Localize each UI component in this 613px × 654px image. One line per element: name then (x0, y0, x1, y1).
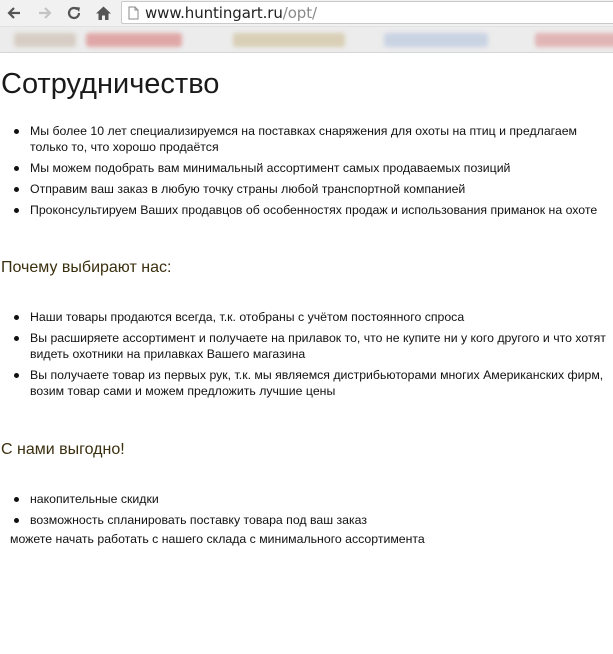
url-text (145, 4, 317, 22)
why-list (1, 309, 613, 399)
list-item: Вы получаете товар из первых рук, т.к. мы являемся дистрибьюторами многих Американских фирм, возим товар сами и можем предложить лучшие цены (30, 367, 613, 399)
bookmarks-bar (0, 27, 613, 53)
page-title: Сотрудничество (1, 68, 220, 100)
list-item: Наши товары продаются всегда, т.к. отобраны с учётом постоянного спроса (30, 309, 613, 325)
bookmark-item[interactable] (14, 33, 76, 47)
list-item: Отправим ваш заказ в любую точку страны любой транспортной компанией (30, 181, 613, 197)
back-arrow-icon[interactable] (4, 3, 24, 23)
browser-toolbar (0, 0, 613, 27)
url-path: /opt/ (282, 3, 317, 22)
profit-list (1, 491, 613, 528)
footer-note: можете начать работать с нашего склада с минимального ассортимента (10, 532, 425, 546)
list-item: накопительные скидки (30, 491, 613, 507)
list-item: Мы можем подобрать вам минимальный ассортимент самых продаваемых позиций (30, 160, 613, 176)
list-item: Мы более 10 лет специализируемся на поставках снаряжения для охоты на птиц и предлагаем только то, что хорошо продаётся (30, 123, 613, 155)
url-host: www.huntingart.ru (145, 3, 283, 22)
reload-icon[interactable] (64, 3, 84, 23)
bookmark-item[interactable] (535, 33, 613, 47)
bookmark-item[interactable] (86, 33, 182, 47)
list-item: Проконсультируем Ваших продавцов об особенностях продаж и использования приманок на охоте (30, 202, 613, 218)
profit-heading: С нами выгодно! (1, 441, 125, 458)
why-heading: Почему выбирают нас: (1, 259, 172, 276)
list-item: Вы расширяете ассортимент и получаете на прилавок то, что не купите ни у кого другого и что хотят видеть охотники на прилавках Вашего магазина (30, 330, 613, 362)
home-icon[interactable] (93, 3, 113, 23)
bookmark-item[interactable] (384, 33, 488, 47)
list-item: возможность спланировать поставку товара под ваш заказ (30, 512, 613, 528)
address-bar[interactable] (121, 1, 613, 24)
intro-list (1, 123, 613, 218)
page-icon (128, 6, 139, 20)
bookmark-item[interactable] (233, 33, 345, 47)
page-content (0, 67, 613, 547)
forward-arrow-icon[interactable] (35, 3, 55, 23)
